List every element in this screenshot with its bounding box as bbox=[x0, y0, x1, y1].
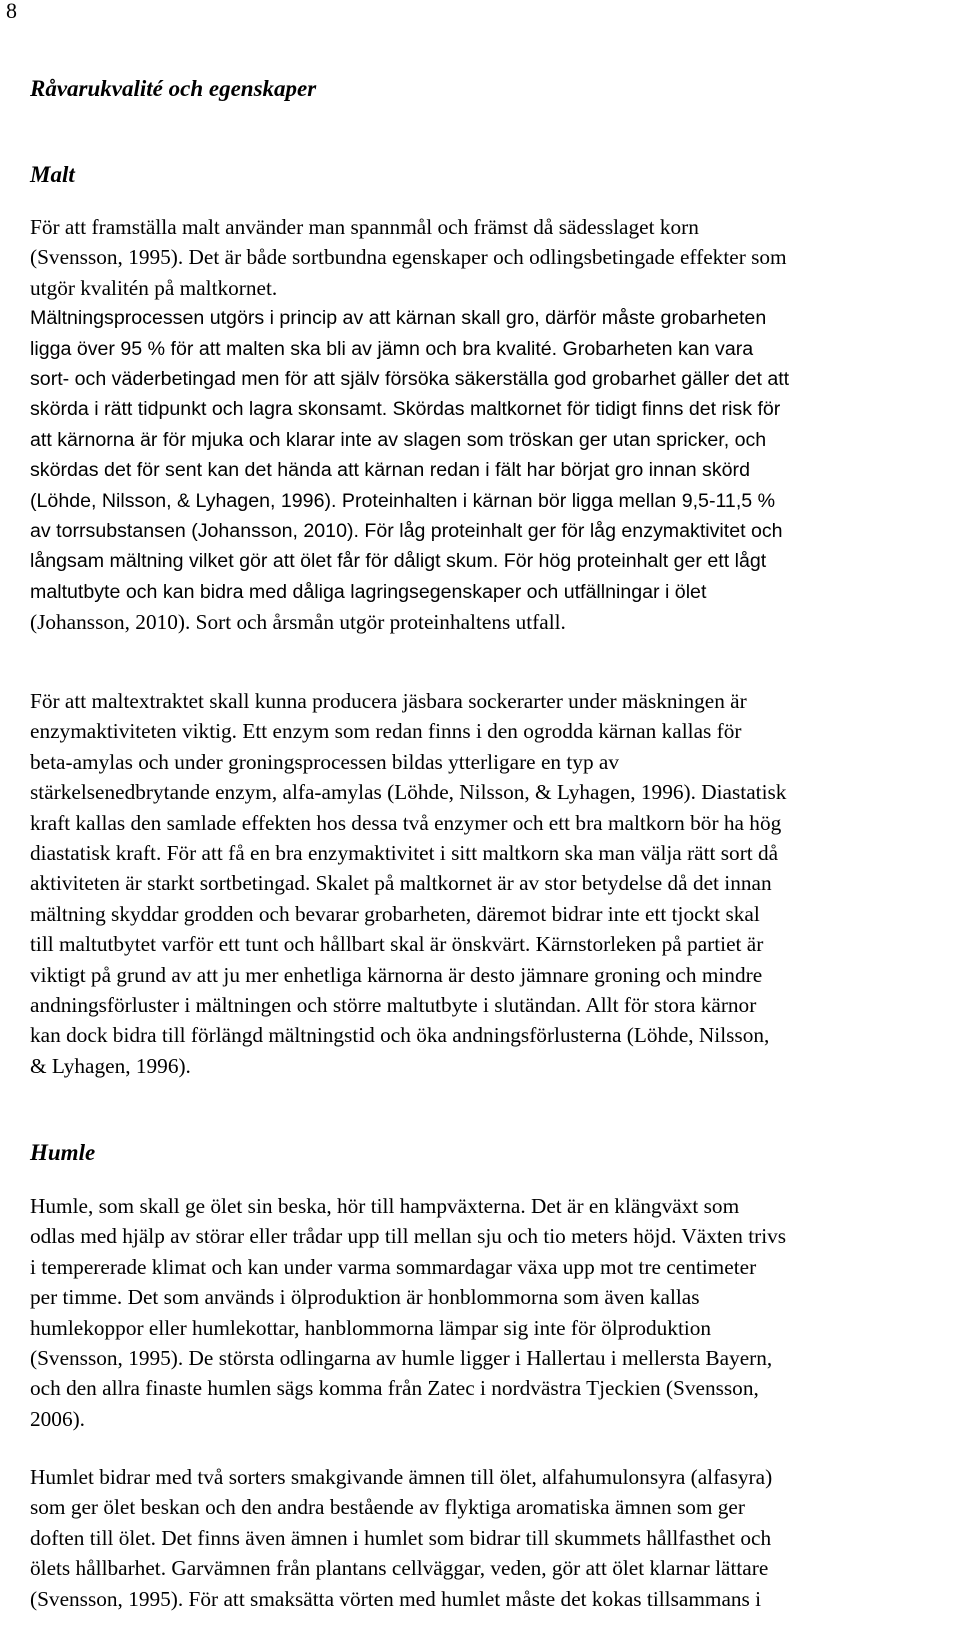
text-line: kraft kallas den samlade effekten hos dessa två enzymer och ett bra maltkorn bör ha hög bbox=[30, 810, 782, 835]
text-line: skörda i rätt tidpunkt och lagra skonsamt. Skördas maltkornet för tidigt finns det risk för bbox=[30, 398, 781, 421]
text-line: Mältningsprocessen utgörs i princip av att kärnan skall gro, därför måste grobarheten bbox=[30, 307, 767, 330]
text-line: utgör kvalitén på maltkornet. bbox=[30, 275, 278, 300]
text-line: (Svensson, 1995). De största odlingarna av humle ligger i Hallertau i mellersta Bayern, bbox=[30, 1345, 773, 1370]
text-line: till maltutbytet varför ett tunt och hållbart skal är önskvärt. Kärnstorleken på partiet är bbox=[30, 932, 764, 957]
text-line: ligga över 95 % för att malten ska bli av jämn och bra kvalité. Grobarheten kan vara bbox=[30, 337, 754, 360]
section-heading: Råvarukvalité och egenskaper bbox=[30, 76, 317, 101]
text-line: 2006). bbox=[30, 1406, 86, 1431]
text-line: Humle, som skall ge ölet sin beska, hör till hampväxterna. Det är en klängväxt som bbox=[30, 1194, 740, 1218]
text-line: enzymaktiviteten viktig. Ett enzym som redan finns i den ogrodda kärnan kallas för bbox=[30, 719, 742, 744]
text-line: av torrsubstansen (Johansson, 2010). För låg proteinhalt ger för låg enzymaktivitet och bbox=[30, 519, 783, 542]
text-line: mältning skyddar grodden och bevarar grobarheten, däremot bidrar inte ett tjockt skal bbox=[30, 901, 760, 926]
text-line: odlas med hjälp av störar eller trådar upp till mellan sju och tio meters höjd. Växten trivs bbox=[30, 1224, 787, 1249]
text-line: kan dock bidra till förlängd mältningstid och öka andningsförlusterna (Löhde, Nilsson, bbox=[30, 1023, 770, 1048]
text-line: i tempererade klimat och kan under varma sommardagar växa upp mot tre centimeter bbox=[30, 1254, 757, 1279]
text-line: För att framställa malt använder man spannmål och främst då sädesslaget korn bbox=[30, 215, 699, 239]
text-line: ölets hållbarhet. Garvämnen från plantans cellväggar, veden, gör att ölet klarnar lättare bbox=[30, 1556, 769, 1581]
subsection-heading-humle: Humle bbox=[30, 1140, 96, 1165]
text-line: (Löhde, Nilsson, & Lyhagen, 1996). Proteinhalten i kärnan bör ligga mellan 9,5-11,5 % bbox=[30, 489, 776, 512]
text-line: För att maltextraktet skall kunna producera jäsbara sockerarter under mäskningen är bbox=[30, 689, 747, 713]
text-line: (Svensson, 1995). Det är både sortbundna egenskaper och odlingsbetingade effekter som bbox=[30, 245, 787, 270]
text-line: aktiviteten är starkt sortbetingad. Skalet på maltkornet är av stor betydelse då det innan bbox=[30, 871, 772, 896]
text-line: (Johansson, 2010). Sort och årsmån utgör proteinhaltens utfall. bbox=[30, 610, 566, 635]
paragraph-humle-2 bbox=[30, 1462, 930, 1614]
text-line: per timme. Det som används i ölproduktion är honblommorna som även kallas bbox=[30, 1285, 700, 1310]
text-line: (Svensson, 1995). För att smaksätta vörten med humlet måste det kokas tillsammans i bbox=[30, 1586, 762, 1611]
text-line: viktigt på grund av att ju mer enhetliga kärnorna är desto jämnare groning och mindre bbox=[30, 962, 763, 987]
paragraph-malt-2 bbox=[30, 686, 930, 1081]
text-line: & Lyhagen, 1996). bbox=[30, 1053, 191, 1078]
text-line: att kärnorna är för mjuka och klarar inte av slagen som tröskan ger utan spricker, och bbox=[30, 428, 767, 451]
text-line: diastatisk kraft. För att få en bra enzymaktivitet i sitt maltkorn ska man välja rätt sort då bbox=[30, 840, 779, 865]
text-line: andningsförluster i mältningen och större maltutbyte i slutändan. Allt för stora kärnor bbox=[30, 992, 757, 1017]
text-line: långsam mältning vilket gör att ölet får för dåligt skum. För hög proteinhalt ger ett lågt bbox=[30, 550, 767, 573]
text-line: doften till ölet. Det finns även ämnen i humlet som bidrar till skummets hållfasthet och bbox=[30, 1525, 772, 1550]
text-line: sort- och väderbetingad men för att själv försöka säkerställa god grobarhet gäller det att bbox=[30, 367, 790, 390]
paragraph-humle-1 bbox=[30, 1191, 930, 1434]
text-line: maltutbyte och kan bidra med dåliga lagringsegenskaper och utfällningar i ölet bbox=[30, 580, 707, 603]
text-line: beta-amylas och under groningsprocessen bildas ytterligare en typ av bbox=[30, 749, 620, 774]
subsection-heading-malt: Malt bbox=[30, 162, 75, 187]
page-number: 8 bbox=[6, 0, 17, 23]
text-line: skördas det för sent kan det hända att kärnan redan i fält har börjat gro innan skörd bbox=[30, 459, 750, 482]
paragraph-malt-1 bbox=[30, 212, 930, 637]
text-line: humlekoppor eller humlekottar, hanblommorna lämpar sig inte för ölproduktion bbox=[30, 1315, 712, 1340]
text-line: Humlet bidrar med två sorters smakgivande ämnen till ölet, alfahumulonsyra (alfasyra) bbox=[30, 1465, 773, 1489]
text-line: stärkelsenedbrytande enzym, alfa-amylas (Löhde, Nilsson, & Lyhagen, 1996). Diastatisk bbox=[30, 780, 787, 805]
text-line: som ger ölet beskan och den andra bestående av flyktiga aromatiska ämnen som ger bbox=[30, 1495, 745, 1520]
text-line: och den allra finaste humlen sägs komma från Zatec i nordvästra Tjeckien (Svensson, bbox=[30, 1376, 759, 1401]
